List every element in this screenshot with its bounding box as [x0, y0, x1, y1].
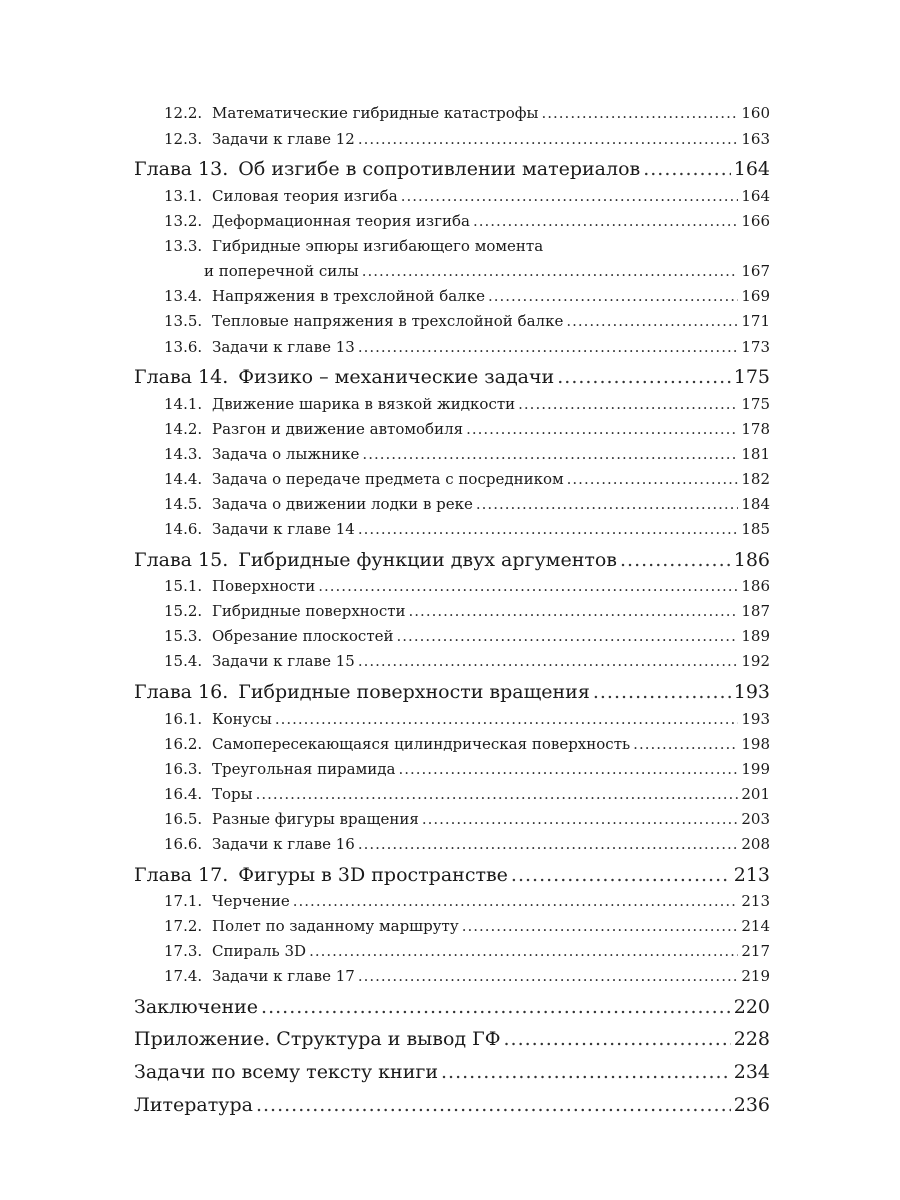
- toc-section-13-2[interactable]: [164, 212, 770, 234]
- dot-leader: [593, 681, 731, 703]
- page-number: 182: [741, 470, 770, 488]
- toc-section-16-3[interactable]: [164, 760, 770, 782]
- section-title: Задача о лыжнике: [212, 445, 360, 463]
- dot-leader: [473, 212, 738, 230]
- section-number: 14.1.: [164, 395, 203, 413]
- toc-section-16-4[interactable]: [164, 785, 770, 807]
- section-number: 14.2.: [164, 420, 203, 438]
- page-number: 214: [741, 917, 770, 935]
- page-number: 192: [741, 652, 770, 670]
- backmatter-title: Заключение: [134, 996, 259, 1018]
- dot-leader: [476, 495, 738, 513]
- section-number: 14.5.: [164, 495, 203, 513]
- section-title: Задачи к главе 17: [212, 967, 355, 985]
- section-title: Задача о передаче предмета с посредником: [212, 470, 564, 488]
- section-number: 14.4.: [164, 470, 203, 488]
- page-number: 193: [741, 710, 770, 728]
- dot-leader: [633, 735, 738, 753]
- chapter-label: Глава 13.: [134, 158, 229, 180]
- toc-tasks-all[interactable]: [134, 1061, 770, 1083]
- toc-chapter-14[interactable]: [134, 366, 770, 388]
- page-number: 163: [741, 130, 770, 148]
- page-number: 175: [741, 395, 770, 413]
- section-number: 17.3.: [164, 942, 203, 960]
- page-number: 199: [741, 760, 770, 778]
- backmatter-title: Литература: [134, 1094, 253, 1116]
- toc-section-14-6[interactable]: [164, 520, 770, 542]
- page-number: 193: [733, 681, 770, 703]
- section-number: 12.2.: [164, 104, 203, 122]
- section-number: 13.1.: [164, 187, 203, 205]
- section-number: 13.5.: [164, 312, 203, 330]
- dot-leader: [422, 810, 739, 828]
- section-title: Разгон и движение автомобиля: [212, 420, 464, 438]
- section-number: 13.6.: [164, 338, 203, 356]
- section-title: Черчение: [212, 892, 290, 910]
- page-number: 185: [741, 520, 770, 538]
- dot-leader: [643, 158, 731, 180]
- chapter-label: Глава 17.: [134, 864, 229, 886]
- toc-section-13-3[interactable]: [164, 237, 770, 259]
- dot-leader: [256, 1094, 731, 1116]
- section-title: Конусы: [212, 710, 272, 728]
- page-number: 160: [741, 104, 770, 122]
- page-number: 164: [733, 158, 770, 180]
- toc-chapter-16[interactable]: [134, 681, 770, 703]
- toc-section-12-3[interactable]: [164, 130, 770, 152]
- dot-leader: [358, 520, 739, 538]
- toc-section-15-2[interactable]: [164, 602, 770, 624]
- dot-leader: [409, 602, 739, 620]
- dot-leader: [275, 710, 739, 728]
- dot-leader: [541, 104, 738, 122]
- section-number: 14.6.: [164, 520, 203, 538]
- section-number: 17.4.: [164, 967, 203, 985]
- toc-literature[interactable]: [134, 1094, 770, 1116]
- page-number: 173: [741, 338, 770, 356]
- page-number: 198: [741, 735, 770, 753]
- section-title: Задачи к главе 16: [212, 835, 355, 853]
- section-title: Разные фигуры вращения: [212, 810, 419, 828]
- dot-leader: [358, 130, 739, 148]
- section-title: Обрезание плоскостей: [212, 627, 394, 645]
- page-number: 175: [733, 366, 770, 388]
- section-title: Полет по заданному маршруту: [212, 917, 459, 935]
- section-title: Напряжения в трехслойной балке: [212, 287, 485, 305]
- page-number: 181: [741, 445, 770, 463]
- dot-leader: [358, 338, 739, 356]
- toc-section-13-3-continued[interactable]: [204, 262, 770, 280]
- section-title: Задачи к главе 14: [212, 520, 355, 538]
- backmatter-title: Задачи по всему тексту книги: [134, 1061, 438, 1083]
- section-number: 12.3.: [164, 130, 203, 148]
- toc-section-14-5[interactable]: [164, 495, 770, 517]
- dot-leader: [261, 996, 731, 1018]
- toc-section-17-3[interactable]: [164, 942, 770, 964]
- page-number: 169: [741, 287, 770, 305]
- page-number: 178: [741, 420, 770, 438]
- backmatter-title: Приложение. Структура и вывод ГФ: [134, 1028, 501, 1050]
- section-number: 15.3.: [164, 627, 203, 645]
- dot-leader: [567, 470, 739, 488]
- section-title: Спираль 3D: [212, 942, 307, 960]
- chapter-title: Гибридные функции двух аргументов: [238, 549, 618, 571]
- toc-section-15-4[interactable]: [164, 652, 770, 674]
- page-number: 201: [741, 785, 770, 803]
- section-number: 16.2.: [164, 735, 203, 753]
- section-title: Задачи к главе 12: [212, 130, 355, 148]
- chapter-label: Глава 14.: [134, 366, 229, 388]
- toc-chapter-17[interactable]: [134, 864, 770, 886]
- dot-leader: [358, 652, 739, 670]
- dot-leader: [566, 312, 738, 330]
- page-number: 187: [741, 602, 770, 620]
- section-title: Треугольная пирамида: [212, 760, 396, 778]
- section-title: Силовая теория изгиба: [212, 187, 398, 205]
- toc-conclusion[interactable]: [134, 996, 770, 1018]
- toc-section-16-1[interactable]: [164, 710, 770, 732]
- section-number: 17.1.: [164, 892, 203, 910]
- page-number: 220: [733, 996, 770, 1018]
- chapter-label: Глава 16.: [134, 681, 229, 703]
- toc-section-13-1[interactable]: [164, 187, 770, 209]
- section-title: Математические гибридные катастрофы: [212, 104, 539, 122]
- section-title: Гибридные эпюры изгибающего момента: [212, 237, 544, 255]
- toc-section-12-2[interactable]: [164, 104, 770, 126]
- chapter-title: Физико – механические задачи: [238, 366, 555, 388]
- section-number: 15.4.: [164, 652, 203, 670]
- page-number: 189: [741, 627, 770, 645]
- section-number: 15.1.: [164, 577, 203, 595]
- section-number: 16.4.: [164, 785, 203, 803]
- chapter-title: Фигуры в 3D пространстве: [238, 864, 508, 886]
- toc-appendix[interactable]: [134, 1028, 770, 1050]
- toc-section-15-1[interactable]: [164, 577, 770, 599]
- dot-leader: [362, 445, 738, 463]
- chapter-title: Об изгибе в сопротивлении материалов: [238, 158, 641, 180]
- dot-leader: [504, 1028, 731, 1050]
- section-title: Торы: [212, 785, 253, 803]
- section-title: Деформационная теория изгиба: [212, 212, 470, 230]
- page-number: 171: [741, 312, 770, 330]
- page-number: 186: [741, 577, 770, 595]
- toc-section-13-4[interactable]: [164, 287, 770, 309]
- section-number: 16.6.: [164, 835, 203, 853]
- page-number: 234: [733, 1061, 770, 1083]
- section-number: 17.2.: [164, 917, 203, 935]
- section-title: Задачи к главе 13: [212, 338, 355, 356]
- section-title: Поверхности: [212, 577, 316, 595]
- toc-section-15-3[interactable]: [164, 627, 770, 649]
- section-title: Задача о движении лодки в реке: [212, 495, 473, 513]
- page-number: 166: [741, 212, 770, 230]
- page-number: 219: [741, 967, 770, 985]
- section-title: Гибридные поверхности: [212, 602, 406, 620]
- section-title: Самопересекающаяся цилиндрическая поверхность: [212, 735, 631, 753]
- page-number: 213: [733, 864, 770, 886]
- dot-leader: [362, 262, 739, 280]
- section-number: 13.3.: [164, 237, 203, 255]
- toc-section-16-2[interactable]: [164, 735, 770, 757]
- dot-leader: [358, 967, 739, 985]
- section-number: 13.2.: [164, 212, 203, 230]
- toc-section-14-1[interactable]: [164, 395, 770, 417]
- section-number: 16.5.: [164, 810, 203, 828]
- section-title: Тепловые напряжения в трехслойной балке: [212, 312, 564, 330]
- page-number: 228: [733, 1028, 770, 1050]
- dot-leader: [256, 785, 739, 803]
- section-title: Задачи к главе 15: [212, 652, 355, 670]
- toc-section-16-6[interactable]: [164, 835, 770, 857]
- chapter-label: Глава 15.: [134, 549, 229, 571]
- page-number: 208: [741, 835, 770, 853]
- section-number: 15.2.: [164, 602, 203, 620]
- page-number: 213: [741, 892, 770, 910]
- dot-leader: [398, 760, 738, 778]
- toc-section-14-2[interactable]: [164, 420, 770, 442]
- toc-section-13-5[interactable]: [164, 312, 770, 334]
- page-number: 164: [741, 187, 770, 205]
- dot-leader: [309, 942, 738, 960]
- dot-leader: [488, 287, 738, 305]
- section-title-continuation: и поперечной силы: [204, 262, 359, 280]
- page-number: 186: [733, 549, 770, 571]
- dot-leader: [511, 864, 731, 886]
- dot-leader: [518, 395, 738, 413]
- page-number: 184: [741, 495, 770, 513]
- dot-leader: [397, 627, 739, 645]
- chapter-title: Гибридные поверхности вращения: [238, 681, 590, 703]
- dot-leader: [462, 917, 739, 935]
- dot-leader: [441, 1061, 731, 1083]
- page-number: 167: [741, 262, 770, 280]
- section-number: 16.1.: [164, 710, 203, 728]
- toc-section-16-5[interactable]: [164, 810, 770, 832]
- toc-section-13-6[interactable]: [164, 338, 770, 360]
- dot-leader: [358, 835, 739, 853]
- toc-section-17-1[interactable]: [164, 892, 770, 914]
- dot-leader: [401, 187, 739, 205]
- toc-section-17-2[interactable]: [164, 917, 770, 939]
- page-number: 203: [741, 810, 770, 828]
- toc-section-17-4[interactable]: [164, 967, 770, 989]
- toc-chapter-13[interactable]: [134, 158, 770, 180]
- dot-leader: [293, 892, 739, 910]
- toc-section-14-3[interactable]: [164, 445, 770, 467]
- section-title: Движение шарика в вязкой жидкости: [212, 395, 516, 413]
- toc-chapter-15[interactable]: [134, 549, 770, 571]
- page-number: 217: [741, 942, 770, 960]
- page-number: 236: [733, 1094, 770, 1116]
- section-number: 13.4.: [164, 287, 203, 305]
- dot-leader: [620, 549, 731, 571]
- toc-section-14-4[interactable]: [164, 470, 770, 492]
- dot-leader: [557, 366, 731, 388]
- dot-leader: [466, 420, 738, 438]
- section-number: 14.3.: [164, 445, 203, 463]
- dot-leader: [318, 577, 738, 595]
- section-number: 16.3.: [164, 760, 203, 778]
